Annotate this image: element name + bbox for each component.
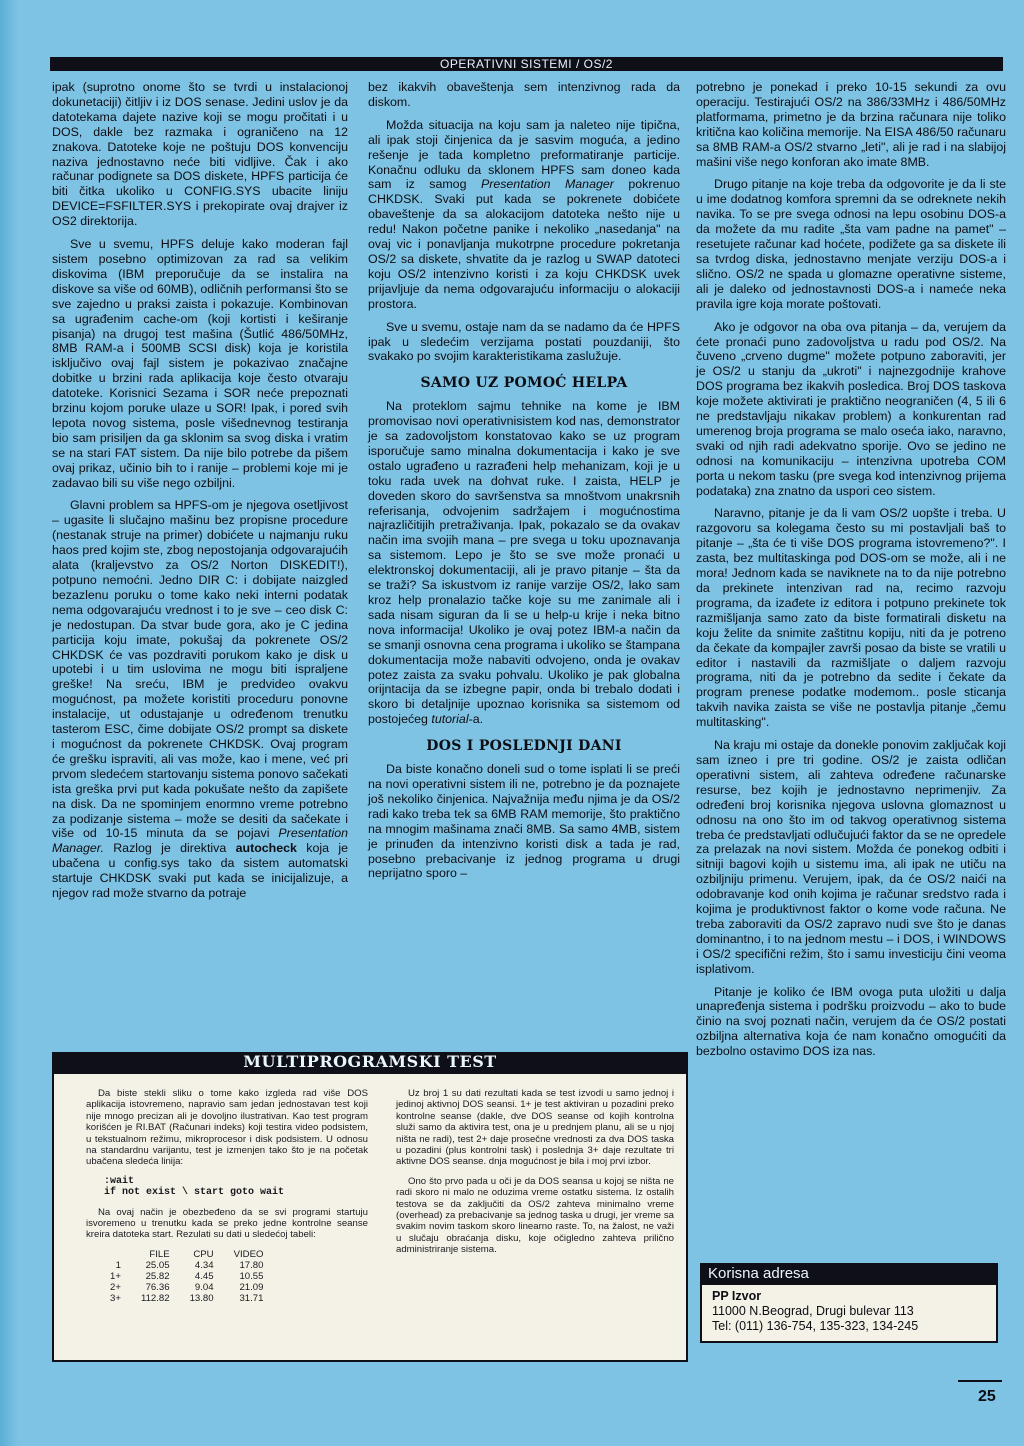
text-run: Glavni problem sa HPFS-om je njegova osetljivost – ugasite li slučajno mašinu bez propisne procedure (nestanak struje na primer) dobićete u najmanju ruku haos pred kojim ste, zbog nepostojanja odgovarajućih alata (kraljevstvo za OS/2 Norton DISKEDIT!), potpuno nemoćni. Jedno DIR C: i dobijate naizgled bezazlenu poruku o tome kako neki interni podatak nema odgovarajuću vrednost i to je sve – ceo disk C: je nedostupan. Da stvar bude gora, ako je C jedina particija koju imate, pokušaj da pokrenete OS/2 CHKDSK će vas pozdraviti porukom kako je disk u upotebi i u tim uslovima ne mogu biti ispraljene greške! Na sreću, IBM je predvideo ovakvu mogućnost, pa možete koristiti proceduru ponovne instalacije, ut odustajanje u određenom trenutku tasterom ESC, čime dobijate OS/2 prompt sa diskete i mogućnost da pokrenete CHKDSK. Ovaj program će grešku ispraviti, ali vas može, kao i mene, već pri prvom sledećem startovanju sistema ponovo sačekati ista greška prvi put kada pokušate nešto da zapišete na disk. Da ne spominjem enormno vreme potrebno za podizanje sistema – može se desiti da sačekate i više od 10-15 minuta da se pojavi bbox=[52, 498, 348, 841]
italic-term: Presentation Manager. bbox=[52, 826, 348, 856]
table-cell: 21.09 bbox=[239, 1281, 264, 1293]
section-heading: DOS I POSLEDNJI DANI bbox=[426, 738, 622, 755]
paragraph: bez ikakvih obaveštenja sem intenzivnog rada da diskom. bbox=[368, 80, 680, 109]
table-cell: 1+ bbox=[110, 1270, 121, 1282]
table-cell: 76.36 bbox=[145, 1281, 170, 1293]
table-cell: 9.04 bbox=[194, 1281, 214, 1293]
text-run: Možda situacija na koju sam ja naleteo nije tipična, ali ipak stoji činjenica da je sasvim moguća, a jedino rešenje je tada kompletno preformatiranje particije. Konačnu odluku da sklonem HPFS sam doneo kada sam iz samog bbox=[368, 117, 680, 192]
italic-term: Presentation Manager bbox=[480, 177, 614, 192]
paragraph: Sve u svemu, ostaje nam da se nadamo da će HPFS ipak u sledećim verzijama postati pouzdaniji, što svakako po svojim karakteristikama zaslužuje. bbox=[368, 319, 680, 364]
address-org: PP Izvor bbox=[712, 1289, 762, 1303]
table-row bbox=[104, 1293, 277, 1304]
paragraph: Da biste konačno doneli sud o tome isplati li se preći na novi operativni sistem ili ne, potrebno je da poznajete još nekoliko činjenica. Najvažnija među njima je da OS/2 radi kako treba tek sa 6MB RAM memorije, što praktično na mnogim mašinama znači 8MB. Sa samo 4MB, sistem je prinuđen da intenzivno koristi disk a tada je rad, posebno prebacivanje iz jednog programa u drugi neprijatno sporo – bbox=[368, 762, 680, 881]
paragraph bbox=[52, 498, 348, 900]
paragraph: ipak (suprotno onome što se tvrdi u instalacionoj dokunetaciji) čitljiv i iz DOS senase. Jedini uslov je da datotekama dajete nazive koji se mogu pročitati i u DOS, dakle bez razmaka i ograničeno na 12 znakova. Datoteke koje ne poštuju DOS konvenciju naziva jednostavno neće biti vidljive. Čak i ako računar podignete sa DOS diskete, HPFS particija će biti čitka ukoliko u CONFIG.SYS ubacite liniju DEVICE=FSFILTER.SYS i prekopirate ovaj drajver iz OS2 direktorija. bbox=[52, 80, 348, 229]
paragraph: Na kraju mi ostaje da donekle ponovim zaključak koji sam izneo i pre tri godine. OS/2 je zaista odličan operativni sistem, ali zahteva određene računarske resurse, bez kojih je jednostavno neprimenjiv. Za određeni broj korisnika njegova uslovna glomaznost u odnosu na ono što im od takvog operativnog sistema treba će predstavljati odlučujući faktor da se ne opredele za prelazak na novi sistem. Možda će ponekog odbiti i sitniji bagovi kojih u sistemu ima, ali ipak ne utiču na ozbiljniju primenu. Verujem, ipak, da će OS/2 naići na odobravanje kod onih kojima je računar sredstvo rada i kojima je produktivnost faktor o kome vode računa. Ne treba zaboraviti da OS/2 zapravo nudi sve što je danas dominantno, i to na jednom mestu – i DOS, i WINDOWS i OS/2 specifični režim, što i samu investiciju čini veoma isplativom. bbox=[696, 738, 1006, 976]
paragraph: Drugo pitanje na koje treba da odgovorite je da li ste u ime dodatnog komfora spremni da se odreknete nekih navika. To se pre svega odnosi na lepu osobinu DOS-a da možete da mu radite „šta vam padne na pamet" – resetujete računar kad hoćete, podižete ga sa diskete ili sa tvrdog diska, jednostavno menjate verziju DOS-a i slično. OS/2 ne spada u glomazne operativne sisteme, ali je daleko od jednostavnosti DOS-a i nameće neka pravila igre koja morate poštovati. bbox=[696, 177, 1006, 311]
text-run: -a. bbox=[468, 712, 484, 727]
test-box-right-column bbox=[396, 1088, 674, 1264]
paragraph: Sve u svemu, HPFS deluje kako moderan fajl sistem posebno optimizovan za rad sa velikim diskovima (IBM preporučuje da se instalira na diskove sa više od 60MB), odličnih performansi što se sve zajedno u praksi zaista i pokazuje. Kombinovan sa ugrađenim cache-om (koji kortisti i keširanje pisanja) na drugoj test mašina (Šutlić 486/50MHz, 8MB RAM-a i 500MB SCSI disk) koja je koristila isključivo ovaj fajl sistem je pokazivao značajne dobitke u brzini rada aplikacija koje često otvaraju datoteke. Korisnici Sezama i SOR neće prepoznati brzinu kojom poruke ulaze u SOR! Ipak, i pored svih lepota novog sistema, posle višednevnog testiranja bio sam prisiljen da ga sklonim sa svog diska i vratim se na stari FAT sistem. Da nije bilo potrebe da pišem ovaj prikaz, učinio bih to i ranije – problemi koje mi je zadavao bili su više nego ozbiljni. bbox=[52, 237, 348, 490]
text-run: koja je ubačena u config.sys tako da sistem automatski startuje CHKDSK svaki put kada se inicijalizuje, a njegov rad može stvarno da potraje bbox=[52, 841, 348, 901]
article-column-1 bbox=[52, 80, 348, 909]
table-header-cell: CPU bbox=[193, 1248, 214, 1260]
table-cell: 17.80 bbox=[239, 1259, 264, 1271]
table-row bbox=[104, 1260, 277, 1271]
table-cell: 25.82 bbox=[145, 1270, 170, 1282]
page-number: 25 bbox=[978, 1388, 996, 1405]
table-cell: 10.55 bbox=[239, 1270, 264, 1282]
paragraph: Pitanje je koliko će IBM ovoga puta uložiti u dalja unapređenja sistema i podršku proizvodu – ako to bude činio na svoj poznati način, verujem da će OS/2 postati ozbiljna alternativa koja će nam konačno omogućiti da bezbolno ostavimo DOS iza nas. bbox=[696, 984, 1006, 1059]
table-header-cell bbox=[104, 1249, 135, 1260]
table-cell: 4.45 bbox=[194, 1270, 214, 1282]
paragraph: Na ovaj način je obezbeđeno da se svi programi startuju isvoremeno u trenutku kada se preko jedne kontrolne seanse kreira datoteka start. Rezulati su dati u sledećoj tabeli: bbox=[86, 1206, 368, 1241]
paragraph bbox=[368, 399, 680, 727]
table-cell: 3+ bbox=[110, 1292, 121, 1304]
paragraph bbox=[368, 118, 680, 312]
table-cell: 31.71 bbox=[239, 1292, 264, 1304]
article-column-2 bbox=[368, 80, 680, 889]
italic-term: tutorial bbox=[431, 712, 469, 727]
code-snippet: :wait if not exist \ start goto wait bbox=[104, 1175, 285, 1199]
address-phone: Tel: (011) 136-754, 135-323, 134-245 bbox=[712, 1319, 919, 1333]
text-run: Na proteklom sajmu tehnike na kome je IBM promovisao novi operativnisistem kod nas, demonstrator je sa zadovoljstom konstatovao kako se uz program isporučuje samo minalna dokumentacija i kako je sve ostalo ugrađeno u razrađeni help mehanizam, koji je u toku rada uvek na dohvat ruke. I zaista, HELP je doveden skoro do savršenstva sa mnoštvom unakrsnih referisanja, odvojenim sadržajem i mogućnostima najrazličitijih pretraživanja. Ipak, pokazalo se da ovakav način ima svojih mana – pre svega u toku upoznavanja sa sistemom. Lepo je što se sve može pronaći u elektronskoj dokumentaciji, ali je pravo pitanje – šta da se traži? Sa iskustvom iz ranije varzije OS/2, lako sam kroz help pronalazio tačke koje su me zanimale ali i sada nisam siguran da li se u help-u krije i neka bitno nova informacija! Ukoliko je ovaj potez IBM-a način da se smanji osnovna cena programa i ukoliko se štampana dokumentacija može nabaviti odvojeno, onda je ovakav potez zaista za svaku pohvalu. Ukoliko je pak globalna orijntacija da se izbegne papir, onda bi trebalo dodati i skoro bi detaljnije upoznao korisnika sa sistemom od postojećeg bbox=[368, 399, 680, 727]
bold-term: autocheck bbox=[235, 841, 297, 856]
paragraph: Da biste stekli sliku o tome kako izgleda rad više DOS aplikacija istovremeno, napravio sam jedan jednostavan test koji nije mnogo precizan ali je dovoljno ilustrativan. Kao test program korišćen je RI.BAT (Računari indeks) koji testira video podsistem, u tekstualnom režimu, mikroprocesor i disk podsistem. U odnosu na standardnu varijantu, test je izmenjen tako što je na početak ubačena sledeća linija: bbox=[86, 1088, 368, 1168]
table-header-cell: VIDEO bbox=[233, 1248, 264, 1260]
paragraph: potrebno je ponekad i preko 10-15 sekundi za ovu operaciju. Testirajući OS/2 na 386/33MHz i 486/50MHz platformama, primetno je da brzina računara nije toliko kritična kao količina memorije. Na EISA 486/50 računaru sa 8MB RAM-a OS/2 stvarno „leti", ali je rad i na slabijoj mašini više nego konforan ako imate 8MB. bbox=[696, 80, 1006, 169]
results-table bbox=[104, 1249, 277, 1304]
article-column-3 bbox=[696, 80, 1006, 1067]
table-cell: 112.82 bbox=[140, 1292, 170, 1304]
address-box-title: Korisna adresa bbox=[700, 1263, 998, 1285]
test-box-left-column bbox=[86, 1088, 368, 1304]
page-number-rule bbox=[958, 1380, 1002, 1382]
table-cell: 1 bbox=[115, 1259, 121, 1271]
paragraph: Ako je odgovor na oba ova pitanja – da, verujem da ćete pronaći puno zadovoljstva u radu pod OS/2. Na čuveno „crveno dugme" možete potpuno zaboraviti, jer je OS/2 u stanju da „ukroti" i najnezgodnije krahove DOS programa bez ikakvih posledica. Broj DOS taskova koje možete aktivirati je praktično neograničen (4, 5 ili 6 ne predstavljaju nikakav problem) a konkurentan rad umerenog broja programa se malo oseća iako, naravno, svaki od njih radi adekvatno sporije. Ovo se jedino ne odnosi na komunikaciju – intenzivna upotreba COM porta u nekom tasku (pre svega kod intenzivnog prijema podataka) zna znatno da uspori ceo sistem. bbox=[696, 319, 1006, 498]
text-run: pokrenuo CHKDSK. Svaki put kada se pokrenete dobićete obaveštenje da sa alokacijom datoteka nešto nije u redu! Nakon početne panike i nekoliko „nasedanja" na ovaj vic i ponavljanja mukotrpne procedure pokretanja OS/2 sa diskete, shvatite da je razlog u SWAP datoteci koju OS/2 intenzivno koristi i za koju CHKDSK uvek prijavljuje da nema odgovarajuću informaciju o alokaciji prostora. bbox=[368, 177, 681, 311]
address-box bbox=[700, 1285, 998, 1343]
table-cell: 4.34 bbox=[194, 1259, 214, 1271]
table-header-cell: FILE bbox=[149, 1248, 170, 1260]
paragraph: Ono što prvo pada u oči je da DOS seansa u kojoj se ništa ne radi skoro ni malo ne oduzima vreme ostatku sistema. Iz ostalih testova se da zaključiti da OS/2 zahteva minimalno vreme (overhead) za prebacivanje sa jednog taska u drugi, jer vreme sa svakim novim taskom skoro linearno raste. To, na žalost, ne važi u slučaju obraćanja disku, koje očigledno zahteva prilično administriranje sistema. bbox=[396, 1175, 674, 1256]
table-cell: 13.80 bbox=[189, 1292, 214, 1304]
section-header: OPERATIVNI SISTEMI / OS/2 bbox=[50, 57, 1003, 71]
table-cell: 2+ bbox=[110, 1281, 121, 1293]
page-fold-shadow bbox=[0, 0, 18, 1446]
section-heading: SAMO UZ POMOĆ HELPA bbox=[420, 375, 628, 392]
table-row bbox=[104, 1282, 277, 1293]
address-street: 11000 N.Beograd, Drugi bulevar 113 bbox=[712, 1304, 914, 1318]
table-row bbox=[104, 1271, 277, 1282]
table-cell: 25.05 bbox=[145, 1259, 170, 1271]
text-run: Razlog je direktiva bbox=[113, 841, 227, 856]
table-header-row bbox=[104, 1249, 277, 1260]
multiprogram-test-box bbox=[52, 1072, 688, 1362]
paragraph: Uz broj 1 su dati rezultati kada se test izvodi u samo jednoj i jedinoj aktivnoj DOS seansi. 1+ je test aktiviran u pozadini preko kontrolne seanse (dakle, dve DOS seanse od kojih kontrolna služi samo da aktivira test, ona je u prednjem planu, ali se u njoj ništa ne radi), test 2+ daje prosečne vrednosti za dva DOS taska u pozadini (plus kontrolni task) i poslednja 3+ daje rezultate tri aktivne DOS seanse. dnja mogućnost je bila i moj prvi izbor. bbox=[396, 1088, 674, 1168]
sidebar-box-title: MULTIPROGRAMSKI TEST bbox=[52, 1052, 688, 1072]
paragraph: Naravno, pitanje je da li vam OS/2 uopšte i treba. U razgovoru sa kolegama često su mi postavljali baš to pitanje – „šta će ti više DOS programa istovremeno?". I zasta, bez multitaskinga pod DOS-om se može, ali i ne mora! Jednom kada se naviknete na to da nije potrebno da prekinete intenzivan rad na, recimo razvoju programa, da izađete iz editora i potpuno prekinete tok razmišljanja samo zato da biste formatirali disketu na koju želite da snimite zaštitnu kopiju, niti da je potreno da čekate da kompajler završi posao da biste se vratili u editor i nastavili da razmišljate o daljem razvoju programa, niti da je potrebno da sedite i čekate da program prenese podatke modemom.. posle sticanja takvih navika zaista se više ne postavlja pitanje „čemu multitasking". bbox=[696, 506, 1006, 730]
